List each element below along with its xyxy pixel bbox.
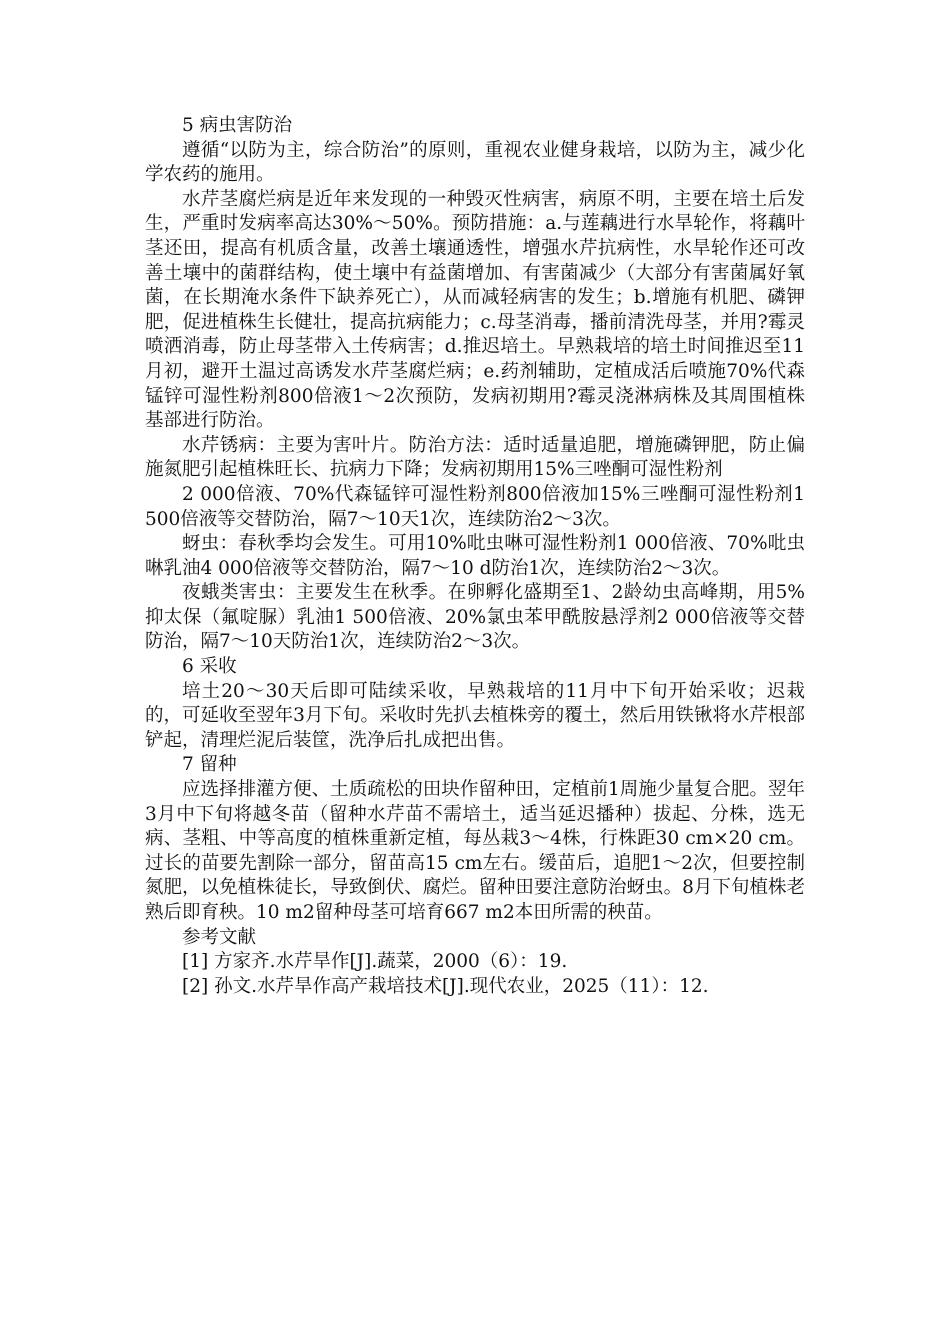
paragraph-stem-rot: 水芹茎腐烂病是近年来发现的一种毁灭性病害，病原不明，主要在培土后发生，严重时发病率高达30%～50%。预防措施：a.与莲藕进行水旱轮作，将藕叶茎还田，提高有机质含量，改善土壤通透性，增强水芹抗病性，水旱轮作还可改善土壤中的菌群结构，使土壤中有益菌增加、有害菌减少（大部分有害菌属好氧菌，在长期淹水条件下缺养死亡），从而减轻病害的发生；b.增施有机肥、磷钾肥，促进植株生长健壮，提高抗病能力；c.母茎消毒，播前清洗母茎，并用?霉灵喷洒消毒，防止母茎带入土传病害；d.推迟培土。早熟栽培的培土时间推迟至11月初，避开土温过高诱发水芹茎腐烂病；e.药剂辅助，定植成活后喷施70%代森锰锌可湿性粉剂800倍液1～2次预防，发病初期用?霉灵浇淋病株及其周围植株基部进行防治。: [145, 188, 805, 432]
paragraph-aphid: 蚜虫：春秋季均会发生。可用10%吡虫啉可湿性粉剂1 000倍液、70%吡虫啉乳油4 000倍液等交替防治，隔7～10 d防治1次，连续防治2～3次。: [145, 533, 805, 579]
paragraph-principle: 遵循“以防为主，综合防治”的原则，重视农业健身栽培，以防为主，减少化学农药的施用。: [145, 139, 805, 186]
paragraph-rust-continued: 2 000倍液、70%代森锰锌可湿性粉剂800倍液加15%三唑酮可湿性粉剂1 500倍液等交替防治，隔7～10天1次，连续防治2～3次。: [145, 483, 805, 530]
section-heading-pest-control: 5 病虫害防治: [182, 115, 293, 136]
document-body: [145, 114, 805, 999]
references-heading: 参考文献: [182, 926, 257, 948]
section-heading-seed-retention: 7 留种: [182, 754, 237, 776]
reference-item-2: [2] 孙文.水芹旱作高产栽培技术[J].现代农业，2025（11）：12.: [182, 975, 709, 997]
reference-item-1: [1] 方家齐.水芹旱作[J].蔬菜，2000（6）：19.: [182, 951, 568, 973]
paragraph-harvest: 培土20～30天后即可陆续采收，早熟栽培的11月中下旬开始采收；迟栽的，可延收至翌年3月下旬。采收时先扒去植株旁的覆土，然后用铁锹将水芹根部铲起，清理烂泥后装筐，洗净后扎成把出售。: [145, 680, 805, 751]
paragraph-rust: 水芹锈病：主要为害叶片。防治方法：适时适量追肥，增施磷钾肥，防止偏施氮肥引起植株旺长、抗病力下降；发病初期用15%三唑酮可湿性粉剂: [145, 434, 805, 481]
paragraph-seed-retention: 应选择排灌方便、土质疏松的田块作留种田，定植前1周施少量复合肥。翌年3月中下旬将越冬苗（留种水芹苗不需培土，适当延迟播种）拔起、分株，选无病、茎粗、中等高度的植株重新定植，每丛栽3～4株，行株距30 cm×20 cm。过长的苗要先割除一部分，留苗高15 cm左右。缓苗后，追肥1～2次，但要控制氮肥，以免植株徒长，导致倒伏、腐烂。留种田要注意防治蚜虫。8月下旬植株老熟后即育秧。10 m2留种母茎可培育667 m2本田所需的秧苗。: [145, 779, 805, 923]
section-heading-harvest: 6 采收: [182, 656, 237, 678]
paragraph-moth: 夜蛾类害虫：主要发生在秋季。在卵孵化盛期至1、2龄幼虫高峰期，用5%抑太保（氟啶脲）乳油1 500倍液、20%氯虫苯甲酰胺悬浮剂2 000倍液等交替防治，隔7～10天防治1次，连续防治2～3次。: [145, 582, 805, 653]
